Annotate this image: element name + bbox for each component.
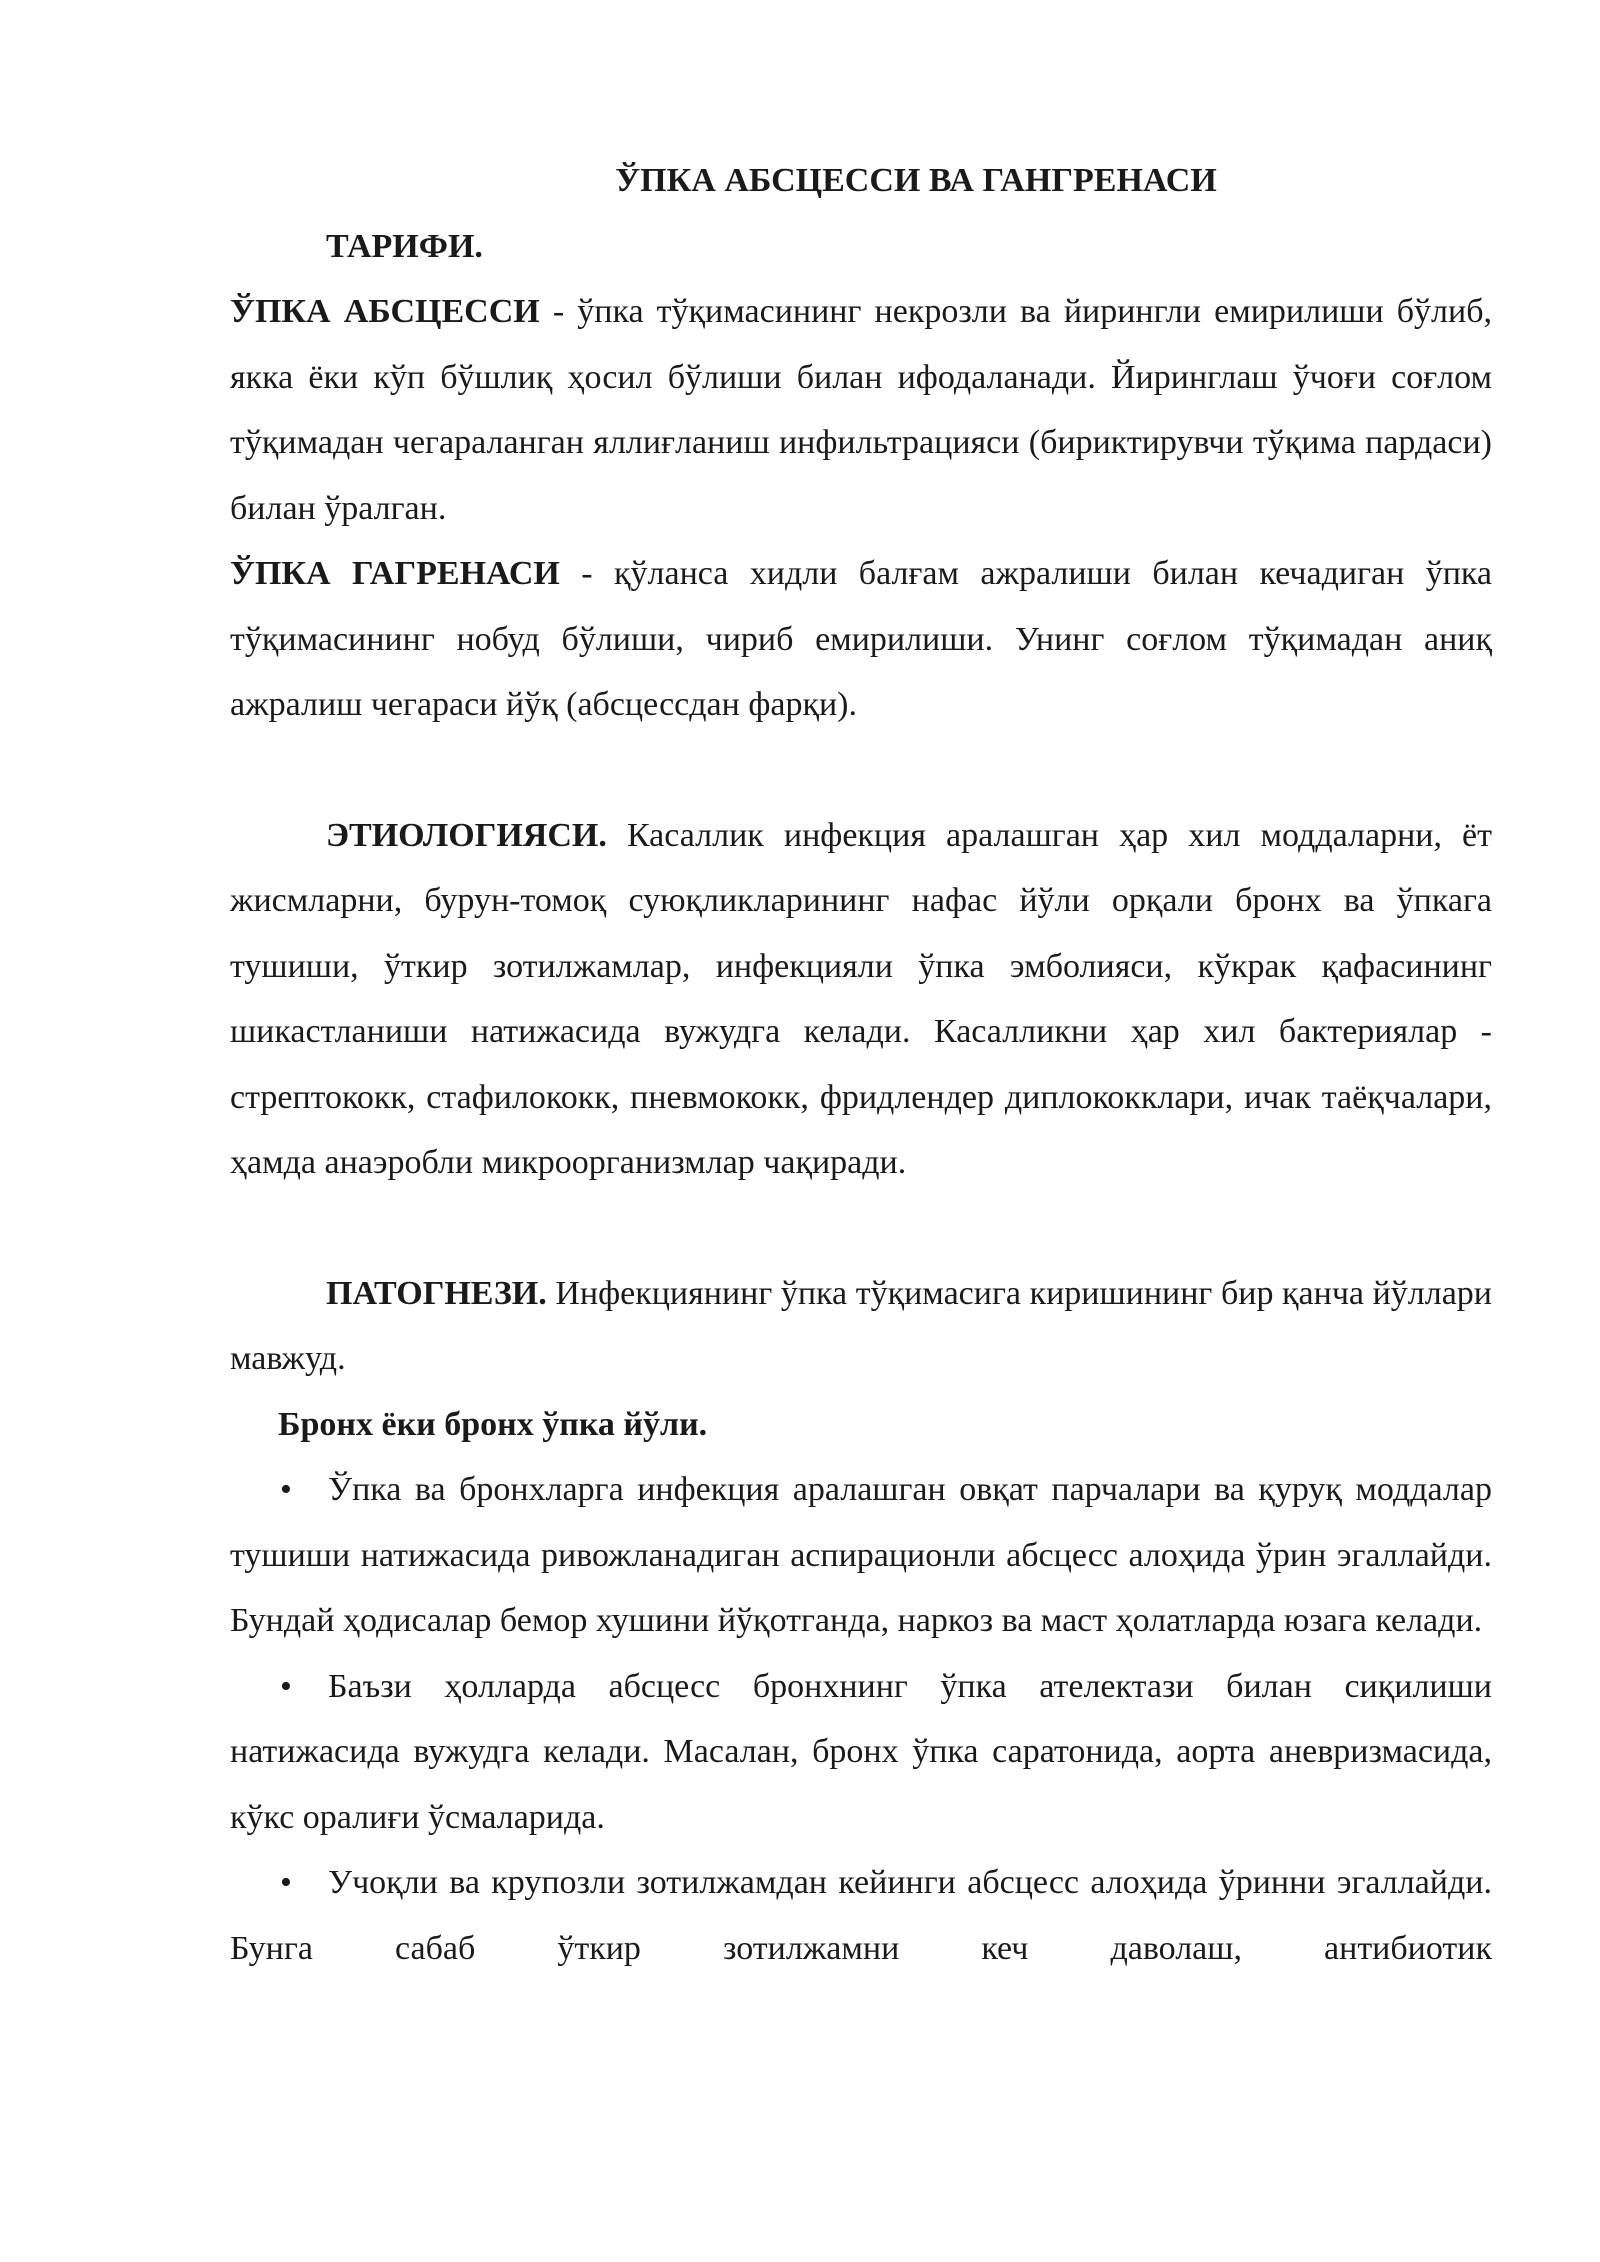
list-item — [230, 1850, 1492, 1981]
abscess-definition — [230, 279, 1492, 541]
pathogenesis-text: Инфекциянинг ўпка тўқимасига киришининг бир қанча йўллари мавжуд. — [230, 1274, 1492, 1377]
section-spacer — [230, 1196, 1492, 1261]
gangrene-term: ЎПКА ГАГРЕНАСИ — [230, 555, 560, 592]
list-item-text: Учоқли ва крупозли зотилжамдан кейинги абсцесс алоҳида ўринни эгаллайди. Бунга сабаб ўткир зотилжамни кеч даволаш, антибиотик — [230, 1864, 1492, 1967]
list-item — [230, 1654, 1492, 1851]
list-item-text: Ўпка ва бронхларга инфекция аралашган овқат парчалари ва қуруқ моддалар тушиши натижасида ривожланадиган аспирационли абсцесс алоҳида ўрин эгаллайди. Бундай ҳодисалар бемор хушини йўқотганда, наркоз ва маст ҳолатларда юзага келади. — [230, 1471, 1492, 1639]
gangrene-text: - қўланса хидли балғам ажралиши билан кечадиган ўпка тўқимасининг нобуд бўлиши, чириб емирилиши. Унинг соғлом тўқимадан аниқ ажралиш чегараси йўқ (абсцессдан фарқи). — [230, 555, 1492, 723]
pathogenesis-paragraph — [230, 1261, 1492, 1392]
definition-heading: ТАРИФИ. — [326, 227, 483, 265]
list-item — [230, 1457, 1492, 1654]
section-spacer — [230, 738, 1492, 803]
bullet-icon: • — [280, 1471, 292, 1508]
abscess-text: - ўпка тўқимасининг некрозли ва йирингли емирилиши бўлиб, якка ёки кўп бўшлиқ ҳосил бўлиши билан ифодаланади. Йиринглаш ўчоғи соғлом тўқимадан чегараланган яллиғланиш инфильтрацияси (бириктирувчи тўқима пардаси) билан ўралган. — [230, 293, 1492, 527]
etiology-heading: ЭТИОЛОГИЯСИ. — [326, 816, 607, 854]
bullet-icon: • — [280, 1667, 292, 1705]
etiology-text: Касаллик инфекция аралашган ҳар хил моддаларни, ёт жисмларни, бурун-томоқ суюқликларининг нафас йўли орқали бронх ва ўпкага тушиши, ўткир зотилжамлар, инфекцияли ўпка эмболияси, кўкрак қафасининг шикастланиши натижасида вужудга келади. Касалликни ҳар хил бактериялар - стрептококк, стафилококк, пневмококк, фридлендер диплококклари, ичак таёқчалари, ҳамда анаэробли микроорганизмлар чақиради. — [230, 816, 1492, 1181]
abscess-term: ЎПКА АБСЦЕССИ — [230, 293, 540, 330]
document-page — [230, 148, 1492, 1981]
pathogenesis-heading: ПАТОГНЕЗИ. — [326, 1274, 547, 1312]
gangrene-definition — [230, 541, 1492, 738]
bronchial-route-heading: Бронх ёки бронх ўпка йўли. — [278, 1405, 708, 1443]
bullet-icon: • — [280, 1864, 292, 1901]
etiology-paragraph — [230, 803, 1492, 1196]
document-title: ЎПКА АБСЦЕССИ ВА ГАНГРЕНАСИ — [615, 162, 1217, 199]
list-item-text: Баъзи ҳолларда абсцесс бронхнинг ўпка ателектази билан сиқилиши натижасида вужудга келади. Масалан, бронх ўпка саратонида, аорта аневризмасида, кўкс оралиғи ўсмаларида. — [230, 1667, 1492, 1836]
